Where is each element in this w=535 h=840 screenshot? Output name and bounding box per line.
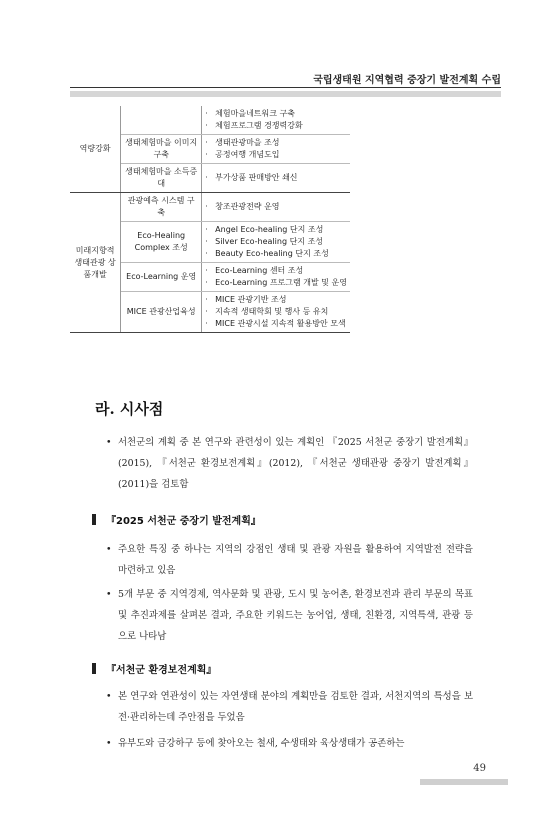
category-cell: MICE 관광산업육성 <box>121 292 202 333</box>
item-text: MICE 관광시설 지속적 활용방안 모색 <box>215 319 346 328</box>
items-cell <box>202 106 350 135</box>
bullet-dot: · <box>205 307 208 316</box>
item-line <box>205 318 347 330</box>
item-line <box>205 294 347 306</box>
item-line <box>205 172 347 184</box>
item-line <box>205 149 347 161</box>
header-rule <box>70 87 501 88</box>
item-text: Beauty Eco-healing 단지 조성 <box>215 249 329 258</box>
item-line <box>205 108 347 120</box>
item-text: Eco-Learning 프로그램 개발 및 운영 <box>215 278 347 287</box>
item-line <box>205 306 347 318</box>
item-line <box>205 277 347 289</box>
items-cell <box>202 263 350 292</box>
paragraph <box>106 733 473 754</box>
category-cell: Eco-Healing Complex 조성 <box>121 222 202 263</box>
subheading <box>92 512 261 527</box>
item-text: 생태관광마을 조성 <box>215 138 280 147</box>
table-row <box>70 193 350 222</box>
items-cell <box>202 222 350 263</box>
category-cell: 생태체험마을 소득증대 <box>121 164 202 193</box>
group-cell: 역량강화 <box>70 106 121 193</box>
strategy-table <box>70 106 350 333</box>
paragraph-text: 5개 부문 중 지역경제, 역사문화 및 관광, 도시 및 농어촌, 환경보전과 관리 부문의 목표 및 추진과제를 살펴본 결과, 주요한 키워드는 농어업, 생태, 친환경, 지역특색, 관광 등으로 나타남 <box>118 589 473 642</box>
item-line <box>205 236 347 248</box>
strategy-table-grid <box>70 106 350 333</box>
paragraph <box>106 686 473 728</box>
item-line <box>205 120 347 132</box>
category-cell: 관광예측 시스템 구축 <box>121 193 202 222</box>
paragraph-text: 본 연구와 연관성이 있는 자연생태 분야의 계획만을 검토한 결과, 서천지역의 특성을 보전·관리하는데 주안점을 두었음 <box>118 691 473 723</box>
subheading-marker <box>92 514 96 525</box>
bullet-dot: • <box>106 738 112 749</box>
bullet-dot: · <box>205 138 208 147</box>
paragraph <box>106 539 473 581</box>
subheading-text: 『2025 서천군 중장기 발전계획』 <box>106 516 261 527</box>
item-text: 공정여행 개념도입 <box>215 150 280 159</box>
paragraph-text: 서천군의 계획 중 본 연구와 관련성이 있는 계획인 『2025 서천군 중장기 발전계획』(2015), 『서천군 환경보전계획』(2012), 『서천군 생태관광 중장기 발전계획』(2011)을 검토함 <box>118 437 473 490</box>
bullet-dot: · <box>205 237 208 246</box>
items-cell <box>202 135 350 164</box>
item-text: Angel Eco-healing 단지 조성 <box>215 225 324 234</box>
paragraph <box>106 432 473 495</box>
bullet-dot: · <box>205 173 208 182</box>
running-header: 국립생태원 지역협력 중장기 발전계획 수립 <box>313 75 501 86</box>
item-text: 부가상품 판매방안 쇄신 <box>215 173 298 182</box>
item-text: 체험마을네트워크 구축 <box>215 109 295 118</box>
bullet-dot: · <box>205 319 208 328</box>
item-line <box>205 248 347 260</box>
item-line <box>205 201 347 213</box>
footer-bar <box>420 779 508 785</box>
category-cell <box>121 106 202 135</box>
items-cell <box>202 292 350 333</box>
bullet-dot: · <box>205 121 208 130</box>
item-line <box>205 265 347 277</box>
item-line <box>205 224 347 236</box>
category-cell: Eco-Learning 운영 <box>121 263 202 292</box>
item-text: 창조관광전략 운영 <box>215 202 280 211</box>
section-title: 라. 시사점 <box>95 400 164 418</box>
table-row <box>70 106 350 135</box>
items-cell <box>202 164 350 193</box>
bullet-dot: · <box>205 225 208 234</box>
bullet-dot: • <box>106 691 112 702</box>
item-text: 체험프로그램 경쟁력강화 <box>215 121 303 130</box>
paragraph <box>106 584 473 647</box>
items-cell <box>202 193 350 222</box>
paragraph-text: 유부도와 금강하구 등에 찾아오는 철새, 수생태와 육상생태가 공존하는 <box>118 738 405 749</box>
category-cell: 생태체험마을 이미지 구축 <box>121 135 202 164</box>
item-line <box>205 137 347 149</box>
bullet-dot: • <box>106 589 112 600</box>
bullet-dot: · <box>205 109 208 118</box>
item-text: MICE 관광기반 조성 <box>215 295 287 304</box>
subheading-marker <box>92 663 96 674</box>
bullet-dot: · <box>205 266 208 275</box>
item-text: Silver Eco-healing 단지 조성 <box>215 237 324 246</box>
bullet-dot: · <box>205 278 208 287</box>
bullet-dot: · <box>205 295 208 304</box>
bullet-dot: • <box>106 437 112 448</box>
paragraph-text: 주요한 특징 중 하나는 지역의 강점인 생태 및 관광 자원을 활용하여 지역발전 전략을 마련하고 있음 <box>118 544 473 576</box>
subheading <box>92 661 216 676</box>
bullet-dot: · <box>205 249 208 258</box>
item-text: 지속적 생태학회 및 행사 등 유치 <box>215 307 329 316</box>
bullet-dot: · <box>205 202 208 211</box>
subheading-text: 『서천군 환경보전계획』 <box>106 665 217 676</box>
group-cell: 미래지향적 생태관광 상품개발 <box>70 193 121 333</box>
page-number: 49 <box>473 763 486 774</box>
bullet-dot: • <box>106 544 112 555</box>
header-bar <box>70 91 501 97</box>
item-text: Eco-Learning 센터 조성 <box>215 266 304 275</box>
bullet-dot: · <box>205 150 208 159</box>
